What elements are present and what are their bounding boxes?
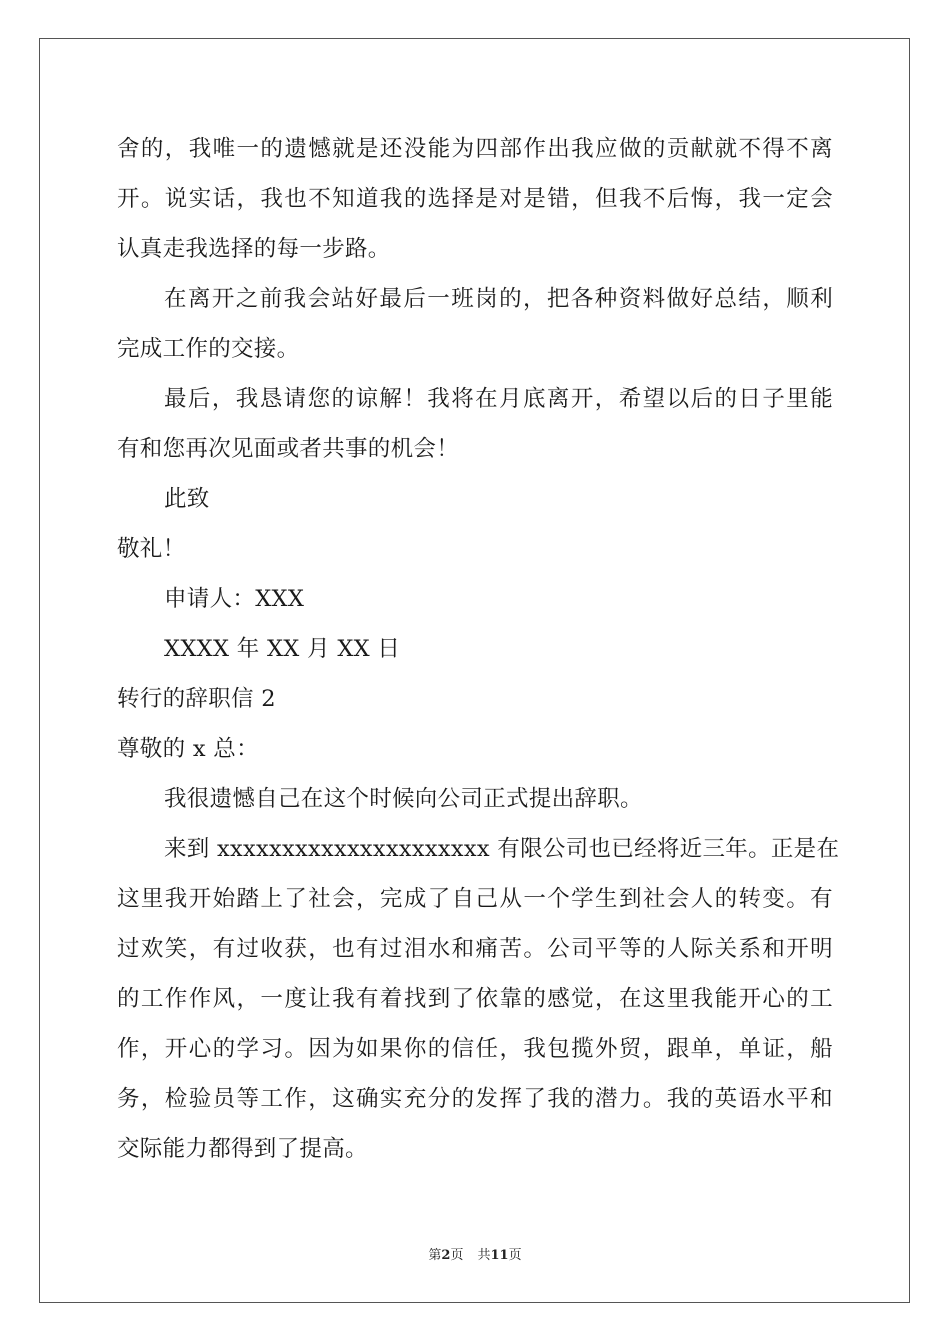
section-title: 转行的辞职信 2 (117, 686, 276, 712)
closing-regards: 敬礼！ (117, 536, 186, 562)
paragraph-line: 认真走我选择的每一步路。 (117, 236, 391, 262)
paragraph-line: 的工作作风，一度让我有着找到了依靠的感觉，在这里我能开心的工 (117, 986, 833, 1012)
paragraph-line: 交际能力都得到了提高。 (117, 1136, 368, 1162)
page-label-suffix: 页 (450, 1248, 464, 1263)
page-footer (0, 1244, 950, 1263)
document-body (117, 124, 840, 1174)
page-label-prefix: 第 (428, 1248, 442, 1263)
page-number: 2 (441, 1248, 451, 1263)
total-label-prefix: 共 (477, 1248, 491, 1263)
paragraph-line: 舍的，我唯一的遗憾就是还没能为四部作出我应做的贡献就不得不离 (117, 136, 833, 162)
greeting: 尊敬的 x 总： (117, 736, 259, 762)
letter-date: XXXX 年 XX 月 XX 日 (164, 636, 401, 662)
paragraph-line: 在离开之前我会站好最后一班岗的，把各种资料做好总结，顺利 (164, 286, 833, 312)
paragraph-line: 来到 xxxxxxxxxxxxxxxxxxxxx 有限公司也已经将近三年。正是在 (164, 836, 840, 862)
paragraph-line: 我很遗憾自己在这个时候向公司正式提出辞职。 (164, 786, 643, 812)
closing-salutation: 此致 (164, 486, 210, 512)
total-label-suffix: 页 (508, 1248, 522, 1263)
paragraph-line: 务，检验员等工作，这确实充分的发挥了我的潜力。我的英语水平和 (117, 1086, 833, 1112)
paragraph-line: 开。说实话，我也不知道我的选择是对是错，但我不后悔，我一定会 (117, 186, 833, 212)
paragraph-line: 这里我开始踏上了社会，完成了自己从一个学生到社会人的转变。有 (117, 886, 833, 912)
paragraph-line: 过欢笑，有过收获，也有过泪水和痛苦。公司平等的人际关系和开明 (117, 936, 833, 962)
paragraph-line: 完成工作的交接。 (117, 336, 300, 362)
paragraph-line: 有和您再次见面或者共事的机会！ (117, 436, 460, 462)
paragraph-line: 最后，我恳请您的谅解！我将在月底离开，希望以后的日子里能 (164, 386, 833, 412)
total-pages: 11 (490, 1248, 509, 1263)
paragraph-line: 作，开心的学习。因为如果你的信任，我包揽外贸，跟单，单证，船 (117, 1036, 833, 1062)
applicant-signature: 申请人：XXX (164, 586, 305, 612)
